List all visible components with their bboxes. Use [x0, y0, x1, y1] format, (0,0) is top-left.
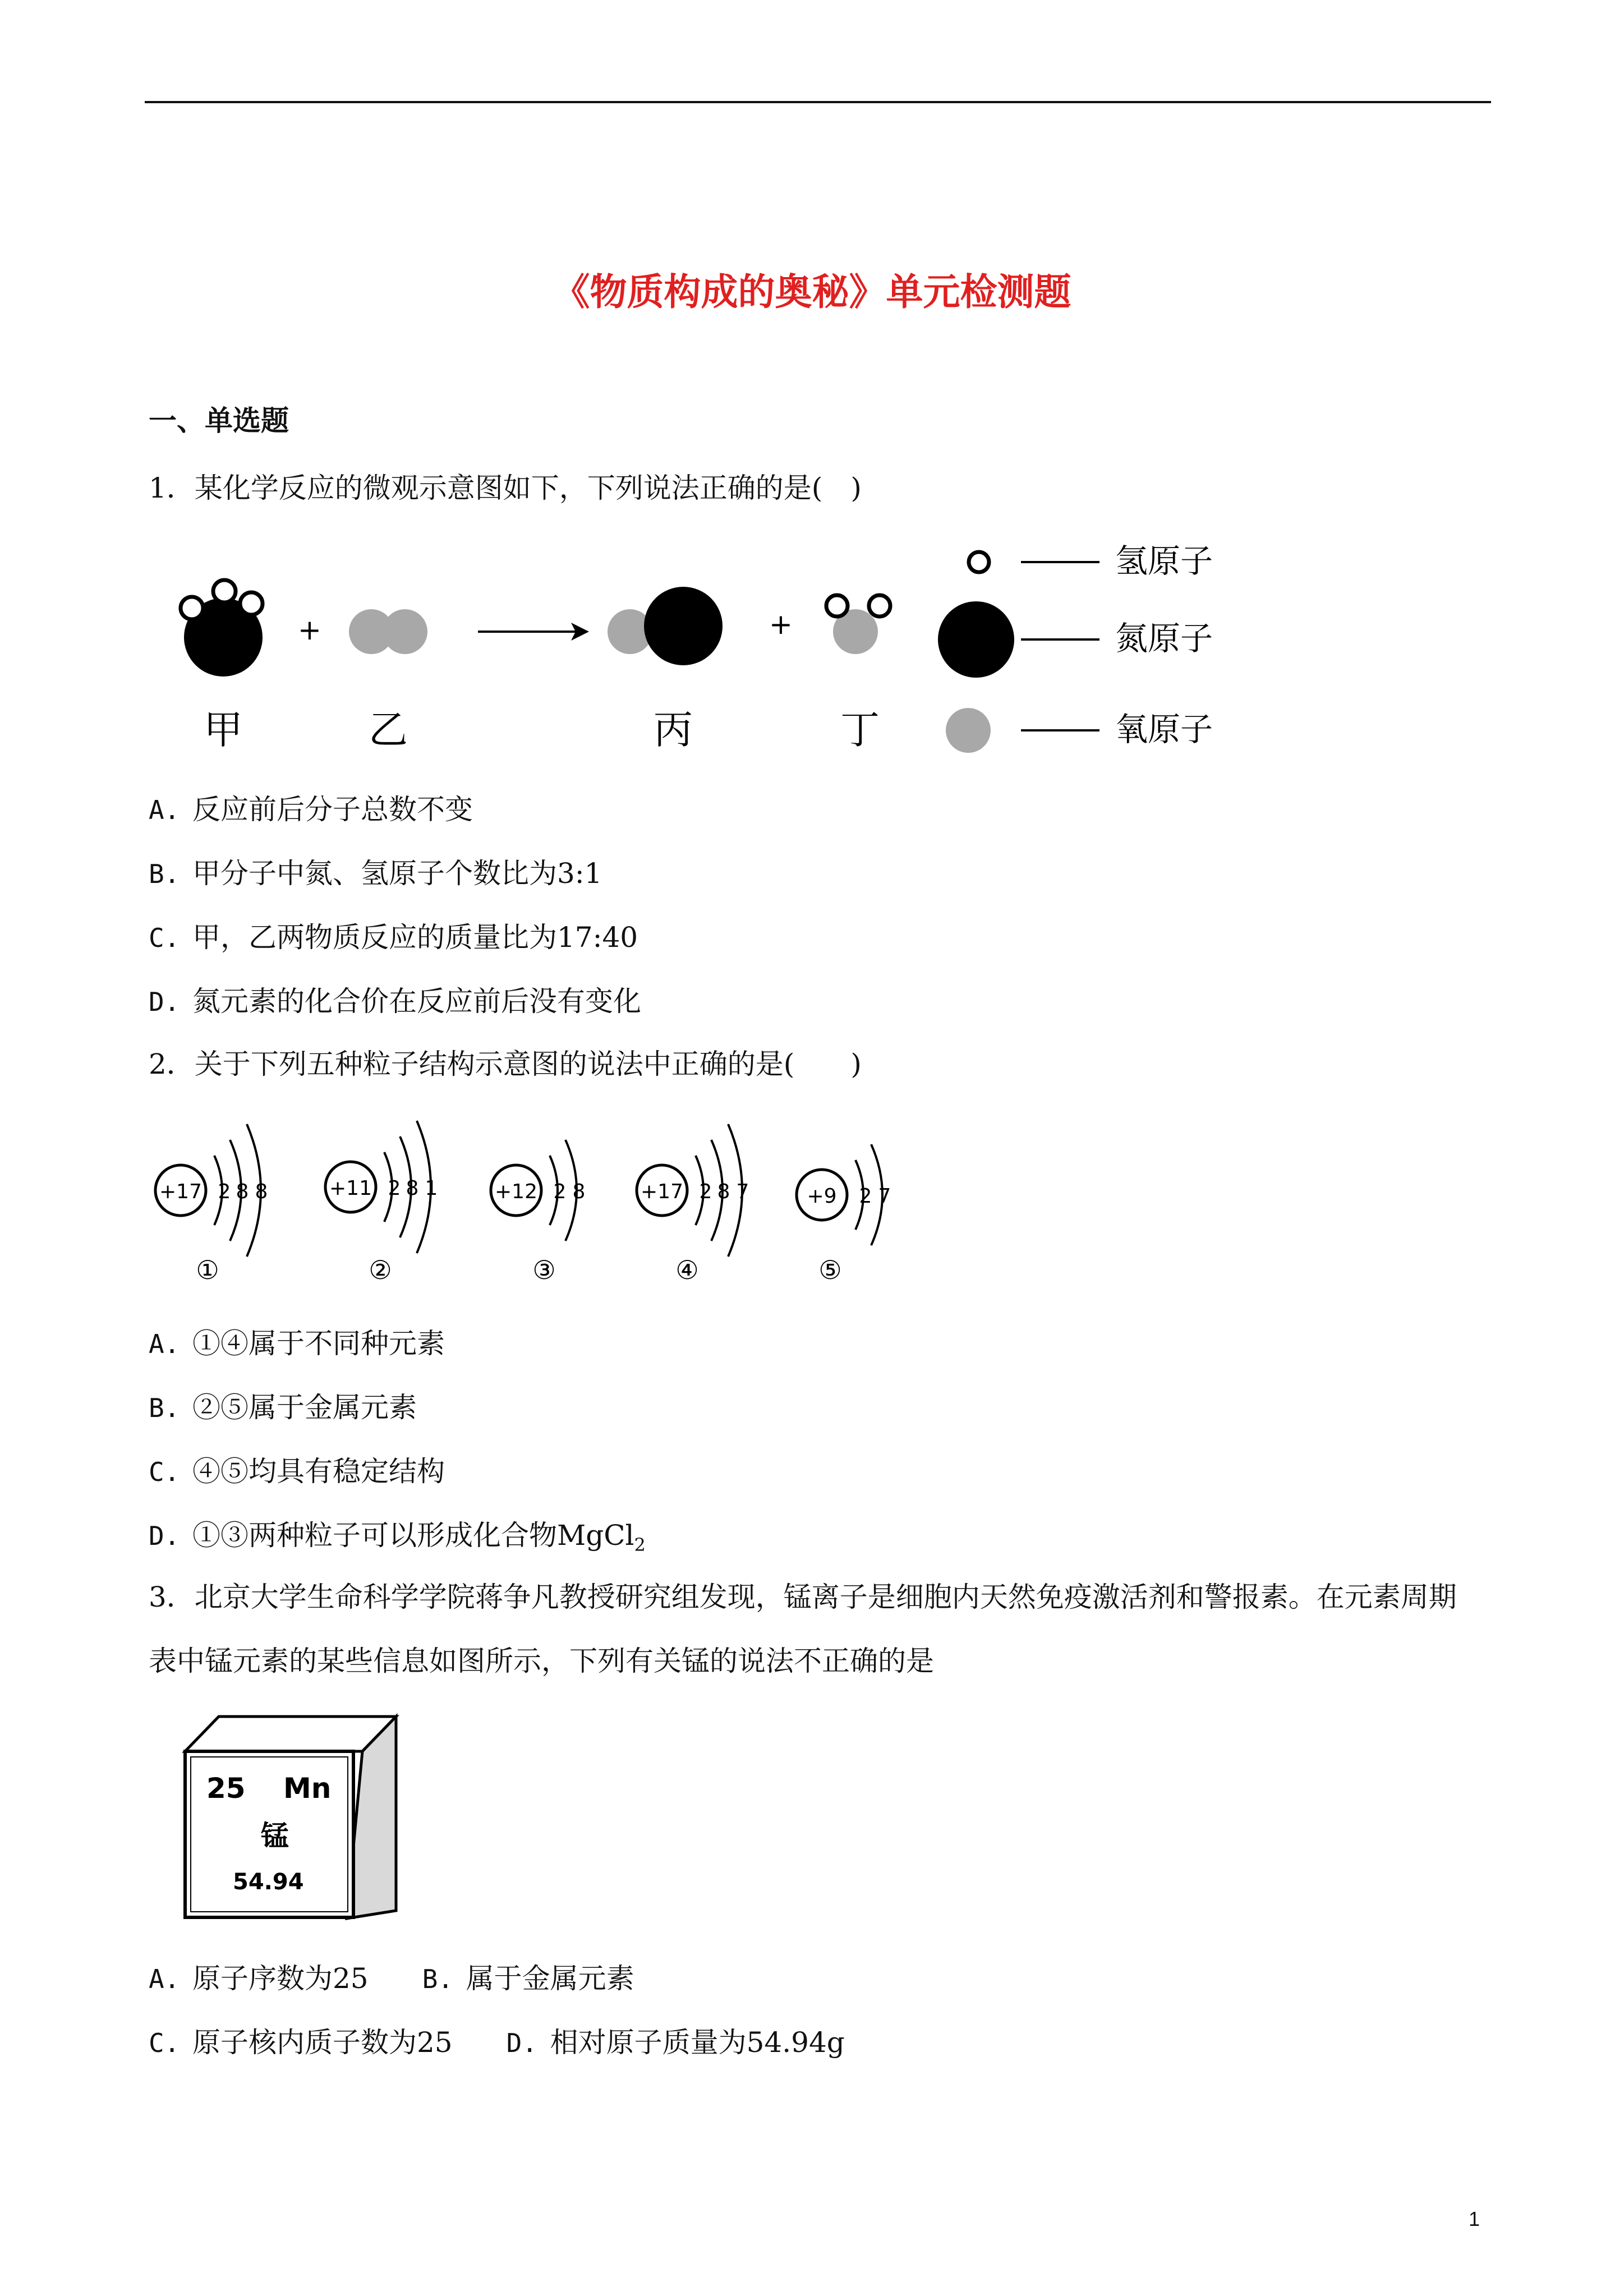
element-number: 25: [206, 1772, 246, 1805]
particle-3-nucleus: +12: [495, 1180, 537, 1203]
reaction-arrow: [478, 623, 589, 641]
option-text: 属于金属元素: [466, 1962, 634, 1995]
label-yi: 乙: [369, 707, 408, 753]
q3-stem-line-1: 3．北京大学生命科学学院蒋争凡教授研究组发现，锰离子是细胞内天然免疫激活剂和警报素。在元素周期: [149, 1581, 1457, 1613]
q3-element-cube: [180, 1711, 404, 1924]
q1-reaction-diagram: [140, 522, 1262, 769]
plus-sign-1: +: [298, 614, 321, 646]
option-text: 相对原子质量为54.94g: [550, 2026, 845, 2059]
legend-hydrogen: [969, 542, 1213, 580]
option-letter: A.: [149, 795, 180, 825]
q3-stem-line-2: 表中锰元素的某些信息如图所示，下列有关锰的说法不正确的是: [149, 1645, 934, 1677]
q2-particle-diagrams: [146, 1116, 931, 1296]
particle-4-shell-3: 7: [736, 1180, 749, 1203]
header-rule: [145, 101, 1491, 103]
particle-4: [637, 1124, 749, 1285]
option-letter: B.: [149, 1393, 180, 1423]
q3-options-row-2: [149, 2023, 845, 2063]
particle-5-shell-1: 2: [859, 1185, 872, 1208]
option-text: 反应前后分子总数不变: [192, 793, 473, 826]
particle-1-label: ①: [196, 1255, 219, 1285]
option-text: 甲，乙两物质反应的质量比为17:40: [192, 921, 638, 954]
particle-1: [155, 1124, 268, 1285]
option-text: ④⑤均具有稳定结构: [192, 1455, 445, 1488]
option-text: 原子序数为25: [192, 1962, 369, 1995]
option-letter: C.: [149, 2028, 180, 2058]
q2-option-d: [149, 1516, 646, 1565]
option-letter: C.: [149, 1457, 180, 1487]
particle-1-shell-1: 2: [218, 1180, 231, 1203]
option-text: ①④属于不同种元素: [192, 1327, 445, 1360]
element-mass: 54.94: [233, 1869, 304, 1895]
q1-option-c: [149, 918, 638, 958]
option-letter: B.: [422, 1964, 454, 1994]
particle-2-shell-3: 1: [425, 1177, 438, 1200]
q2-option-c: [149, 1452, 445, 1492]
option-text: ①③两种粒子可以形成化合物MgCl: [192, 1519, 634, 1552]
particle-5-shell-2: 7: [878, 1185, 891, 1208]
element-symbol: Mn: [283, 1772, 332, 1805]
q2-stem: 2．关于下列五种粒子结构示意图的说法中正确的是( ): [149, 1048, 862, 1080]
legend-oxygen: [946, 708, 1213, 753]
label-jia: 甲: [204, 707, 243, 753]
q2-option-b: [149, 1388, 417, 1428]
particle-2-label: ②: [369, 1255, 392, 1285]
page-title: 《物质构成的奥秘》单元检测题: [553, 270, 1071, 314]
particle-2-shell-1: 2: [388, 1177, 401, 1200]
legend-nitrogen: [938, 601, 1213, 678]
option-text: 甲分子中氮、氢原子个数比为3:1: [192, 857, 602, 890]
particle-5: [797, 1144, 891, 1285]
option-text: 原子核内质子数为25: [192, 2026, 453, 2059]
particle-1-shell-2: 8: [236, 1180, 249, 1203]
section-heading: 一、单选题: [149, 404, 289, 437]
particle-3: [491, 1140, 585, 1285]
particle-3-shell-2: 8: [572, 1180, 586, 1203]
q2-option-a: [149, 1324, 445, 1364]
option-letter: C.: [149, 923, 180, 953]
q1-option-b: [149, 854, 602, 894]
label-ding: 丁: [840, 707, 880, 753]
q3-options-row-1: [149, 1959, 634, 1999]
particle-2-nucleus: +11: [329, 1177, 372, 1200]
particle-3-shell-1: 2: [553, 1180, 567, 1203]
particle-5-label: ⑤: [818, 1255, 842, 1285]
legend-hydrogen-label: 氢原子: [1115, 542, 1213, 580]
particle-3-label: ③: [532, 1255, 556, 1285]
option-letter: A.: [149, 1329, 180, 1359]
option-letter: A.: [149, 1964, 180, 1994]
particle-1-shell-3: 8: [255, 1180, 268, 1203]
option-letter: B.: [149, 859, 180, 889]
particle-5-nucleus: +9: [807, 1185, 837, 1208]
q1-option-a: [149, 790, 473, 830]
particle-4-nucleus: +17: [641, 1180, 683, 1203]
q1-option-d: [149, 982, 641, 1022]
particle-2-shell-2: 8: [406, 1177, 419, 1200]
molecule-ding: [826, 595, 890, 654]
particle-1-nucleus: +17: [159, 1180, 202, 1203]
particle-4-shell-2: 8: [717, 1180, 730, 1203]
q1-stem: 1．某化学反应的微观示意图如下，下列说法正确的是( ): [149, 472, 862, 504]
option-letter: D.: [506, 2028, 538, 2058]
subscript-2: 2: [634, 1534, 646, 1556]
label-bing: 丙: [654, 707, 693, 753]
element-name: 锰: [261, 1820, 289, 1852]
option-text: ②⑤属于金属元素: [192, 1391, 417, 1424]
molecule-yi: [349, 609, 427, 654]
molecule-bing: [608, 587, 723, 665]
legend-oxygen-label: 氧原子: [1115, 710, 1213, 748]
particle-4-shell-1: 2: [699, 1180, 712, 1203]
option-letter: D.: [149, 987, 180, 1017]
page-number: 1: [1469, 2207, 1480, 2230]
particle-2: [325, 1121, 438, 1285]
legend-nitrogen-label: 氮原子: [1115, 619, 1213, 657]
particle-4-label: ④: [675, 1255, 699, 1285]
plus-sign-2: +: [769, 608, 793, 641]
option-letter: D.: [149, 1521, 180, 1551]
molecule-jia: [181, 580, 263, 677]
option-text: 氮元素的化合价在反应前后没有变化: [192, 985, 641, 1018]
